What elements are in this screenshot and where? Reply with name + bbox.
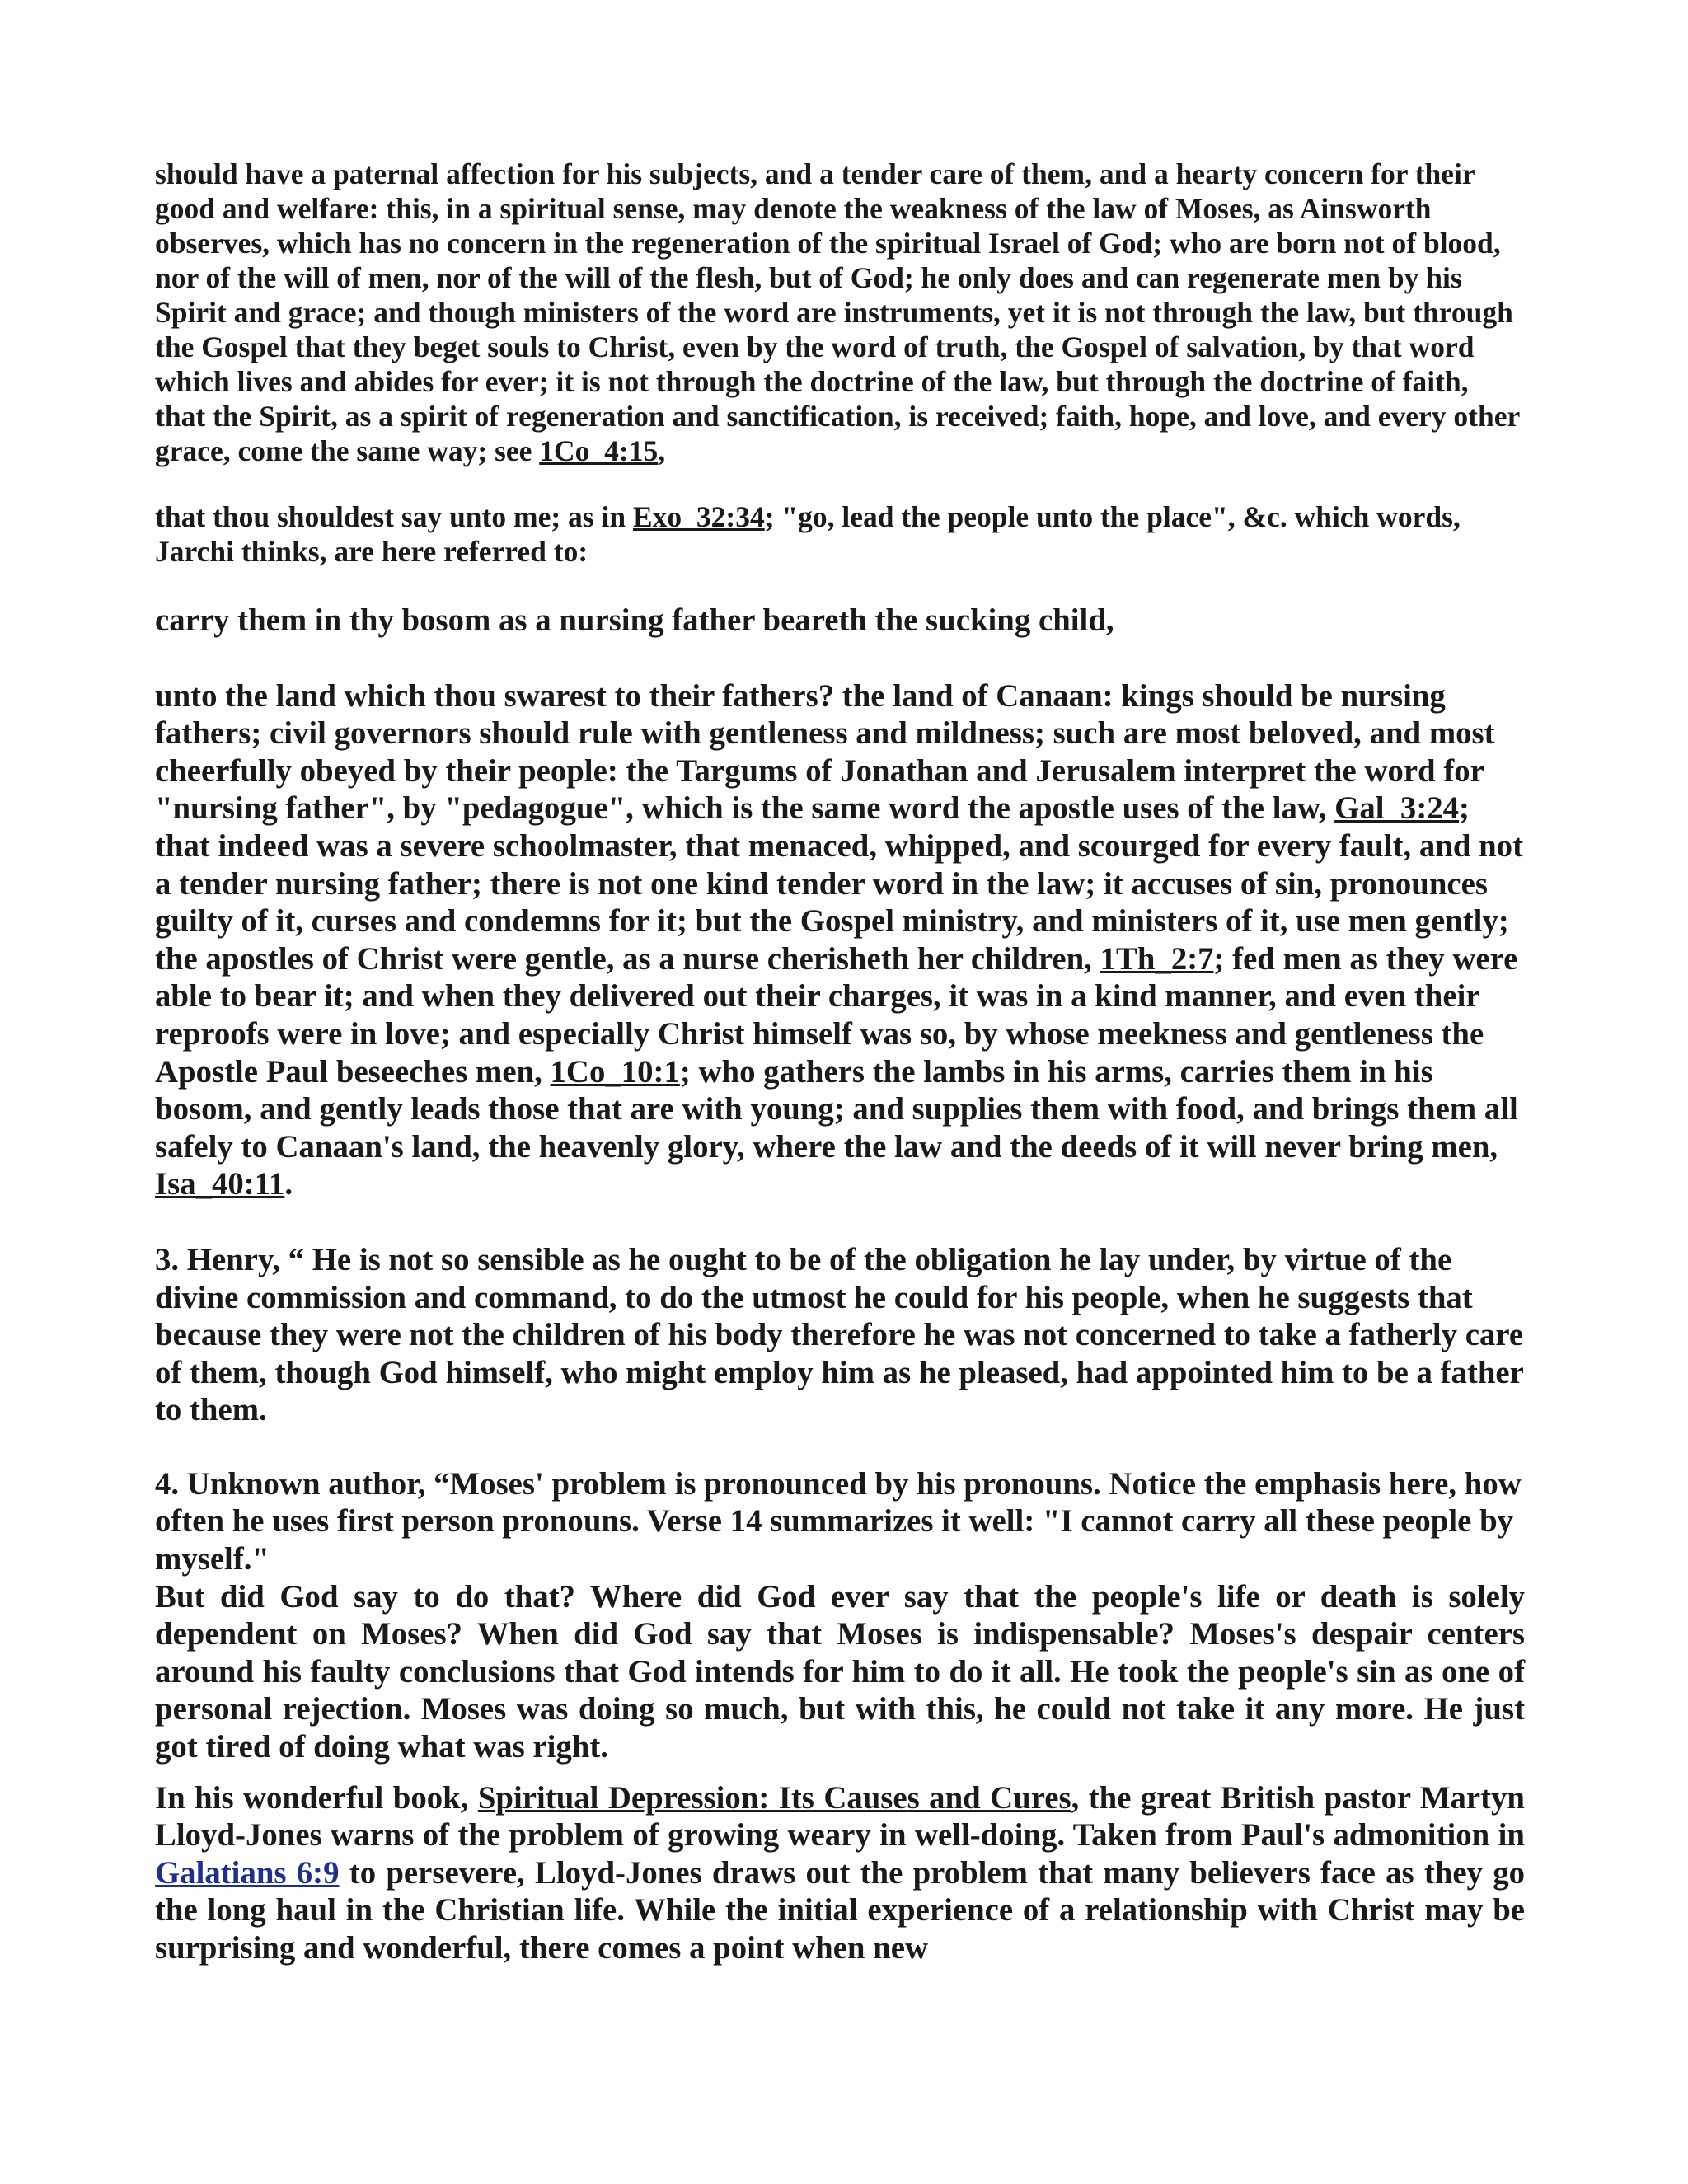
commentary-paragraph-2	[155, 499, 1525, 569]
scripture-ref-gal-3-24[interactable]: Gal_3:24	[1334, 790, 1460, 827]
galatians-6-9-link[interactable]: Galatians 6:9	[155, 1854, 340, 1891]
paragraph-text: , the great British pastor Martyn Lloyd-Jones warns of the problem of growing weary in well-doing. Taken from Paul's admonition in	[155, 1779, 1525, 1854]
paragraph-text: that thou shouldest say unto me; as in	[155, 500, 633, 533]
paragraph-text: ; "go, lead the people unto the place", &c. which words, Jarchi thinks, are here referred to:	[155, 500, 1461, 568]
paragraph-text: .	[284, 1166, 293, 1202]
paragraph-text: But did God say to do that? Where did God ever say that the people's life or death is solely dependent on Moses? When did God say that Moses is indispensable? Moses's despair centers around his faulty conclusions that God intends for him to do it all. He took the people's sin as one of personal rejection. Moses was doing so much, but with this, he could not take it any more. He just got tired of doing what was right.	[155, 1578, 1525, 1765]
paragraph-text: carry them in thy bosom as a nursing father beareth the sucking child,	[155, 602, 1114, 638]
paragraph-text: 4. Unknown author, “Moses' problem is pronounced by his pronouns. Notice the emphasis here, how often he uses first person pronouns. Verse 14 summarizes it well: "I cannot carry all these people by myself."	[155, 1465, 1522, 1577]
paragraph-text: ; fed men as they were able to bear it; and when they delivered out their charges, it was in a kind manner, and even their reproofs were in love; and especially Christ himself was so, by whose meekness and gentleness the Apostle Paul beseeches men,	[155, 940, 1518, 1090]
scripture-ref-exo-32-34[interactable]: Exo_32:34	[632, 500, 765, 533]
paragraph-text: should have a paternal affection for his subjects, and a tender care of them, and a hearty concern for their good and welfare: this, in a spiritual sense, may denote the weakness of the law of Moses, as Ainsworth observes, which has no concern in the regeneration of the spiritual Israel of God; who are born not of blood, nor of the will of men, nor of the will of the flesh, but of God; he only does and can regenerate men by his Spirit and grace; and though ministers of the word are instruments, yet it is not through the law, but through the Gospel that they beget souls to Christ, even by the word of truth, the Gospel of salvation, by that word which lives and abides for ever; it is not through the doctrine of the law, but through the doctrine of faith, that the Spirit, as a spirit of regeneration and sanctification, is received; faith, hope, and love, and every other grace, come the same way; see	[155, 157, 1520, 467]
unknown-author-paragraph	[155, 1465, 1525, 1578]
paragraph-text: ; that indeed was a severe schoolmaster, that menaced, whipped, and scourged for every fault, and not a tender nursing father; there is not one kind tender word in the law; it accuses of sin, pronounces guilty of it, curses and condemns for it; but the Gospel ministry, and ministers of it, use men gently; the apostles of Christ were gentle, as a nurse cherisheth her children,	[155, 790, 1523, 977]
book-title-link[interactable]: Spiritual Depression: Its Causes and Cures	[477, 1779, 1071, 1816]
verse-phrase-heading	[155, 602, 1525, 640]
lloyd-jones-paragraph	[155, 1779, 1525, 1967]
scripture-ref-1co-10-1[interactable]: 1Co_10:1	[550, 1053, 680, 1090]
moses-despair-paragraph	[155, 1578, 1525, 1766]
paragraph-text: ,	[658, 434, 666, 467]
scripture-ref-1th-2-7[interactable]: 1Th_2:7	[1100, 940, 1214, 977]
paragraph-text: In his wonderful book,	[155, 1779, 478, 1816]
scripture-ref-isa-40-11[interactable]: Isa_40:11	[155, 1166, 285, 1202]
henry-quote-paragraph	[155, 1241, 1525, 1429]
scripture-ref-1co-4-15[interactable]: 1Co_4:15	[539, 434, 659, 467]
paragraph-text: to persevere, Lloyd-Jones draws out the problem that many believers face as they go the long haul in the Christian life. While the initial experience of a relationship with Christ may be surprising and wonderful, there comes a point when new	[155, 1854, 1525, 1966]
paragraph-text: 3. Henry, “ He is not so sensible as he ought to be of the obligation he lay under, by virtue of the divine commission and command, to do the utmost he could for his people, when he suggests that because they were not the children of his body therefore he was not concerned to take a fatherly care of them, though God himself, who might employ him as he pleased, had appointed him to be a father to them.	[155, 1241, 1524, 1428]
document-page	[155, 157, 1525, 1967]
commentary-paragraph-3	[155, 677, 1525, 1203]
commentary-paragraph-1	[155, 157, 1525, 468]
paragraph-text: unto the land which thou swarest to their fathers? the land of Canaan: kings should be nursing fathers; civil governors should rule with gentleness and mildness; such are most beloved, and most cheerfully obeyed by their people: the Targums of Jonathan and Jerusalem interpret the word for "nursing father", by "pedagogue", which is the same word the apostle uses of the law,	[155, 677, 1495, 827]
paragraph-text: ; who gathers the lambs in his arms, carries them in his bosom, and gently leads those that are with young; and supplies them with food, and brings them all safely to Canaan's land, the heavenly glory, where the law and the deeds of it will never bring men,	[155, 1053, 1518, 1165]
